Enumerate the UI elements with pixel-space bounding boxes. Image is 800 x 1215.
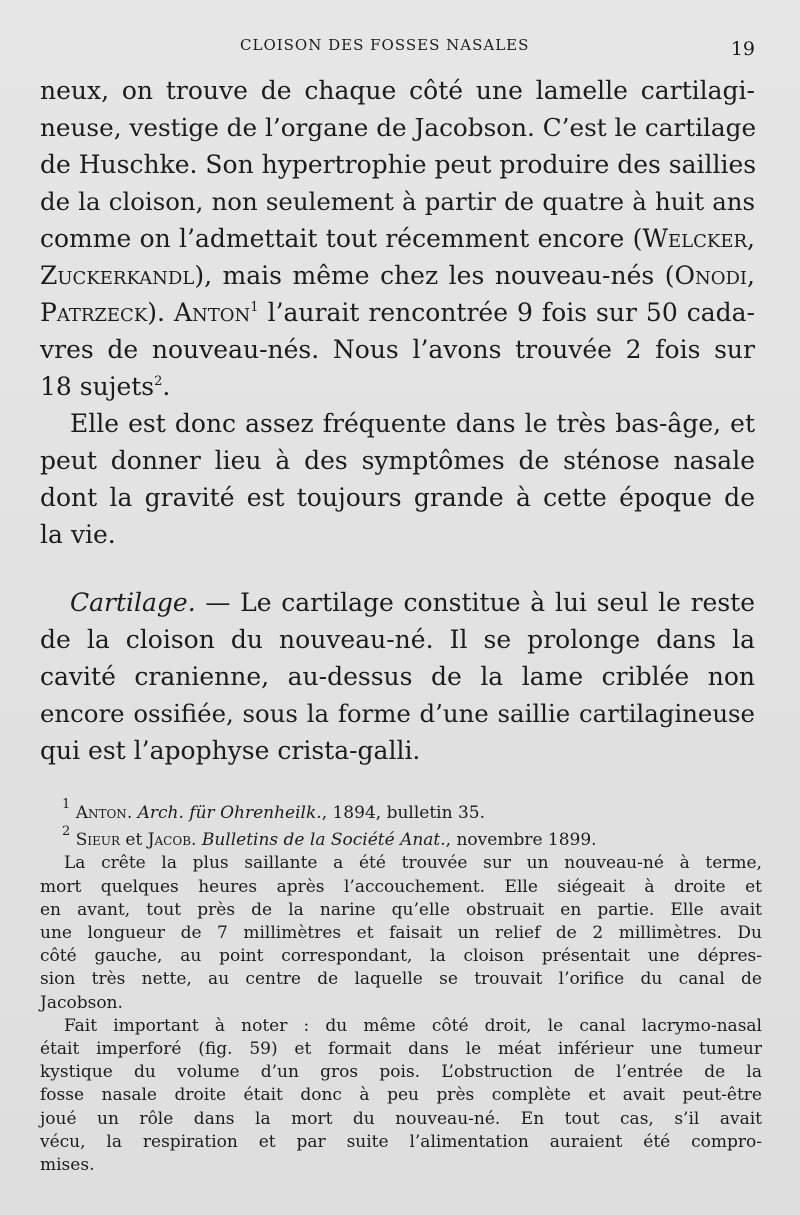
footnote-line: mort quelques heures après l’accouchement. Elle siégeait à droite et (40, 876, 762, 897)
text-line: cavité cranienne, au-dessus de la lame criblée non (40, 662, 755, 691)
text-line: Elle est donc assez fréquente dans le très bas-âge, et (70, 409, 755, 438)
footnote-line: Jacobson. (40, 992, 123, 1013)
page-header (40, 36, 755, 60)
text-line: neux, on trouve de chaque côté une lamelle cartilagi- (40, 76, 755, 105)
text-line: Zuckerkandl), mais même chez les nouveau-nés (Onodi, (40, 261, 755, 290)
footnote-line: fosse nasale droite était donc à peu près complète et avait peut-être (40, 1085, 762, 1106)
paragraph-2 (40, 405, 755, 553)
footnote-1: $^1$ Anton. Arch. für Ohrenheilk., 1894, bulletin 35. (62, 797, 485, 823)
paragraph-3 (40, 584, 755, 769)
text-line: vres de nouveau-nés. Nous l’avons trouvée 2 fois sur (40, 335, 755, 364)
footnote-line: joué un rôle dans la mort du nouveau-né. En tout cas, s’il avait (40, 1108, 762, 1129)
author-name: Jacob (147, 830, 192, 851)
text-line: comme on l’admettait tout récemment encore (Welcker, (40, 224, 755, 253)
author-name: Welcker, (642, 224, 755, 253)
author-name: Anton (173, 298, 251, 327)
main-text (40, 72, 755, 553)
text-line: Cartilage. — Le cartilage constitue à lui seul le reste (70, 588, 755, 617)
paragraph-1 (40, 72, 755, 405)
footnote-line: côté gauche, au point correspondant, la cloison présentait une dépres- (40, 946, 762, 967)
text-line: dont la gravité est toujours grande à cette époque de (40, 483, 755, 512)
footnotes (40, 797, 762, 1177)
footnote-line: en avant, tout près de la narine qu’elle obstruait en partie. Elle avait (40, 899, 762, 920)
text-line: la vie. (40, 520, 116, 549)
footnote-line: La crête la plus saillante a été trouvée sur un nouveau-né à terme, (64, 853, 762, 874)
footnote-line: était imperforé (fig. 59) et formait dans le méat inférieur une tumeur (40, 1039, 762, 1060)
footnote-ref-1: 1 (250, 300, 259, 315)
text-line: encore ossifiée, sous la forme d’une saillie cartilagineuse (40, 699, 755, 728)
text-line: de Huschke. Son hypertrophie peut produire des saillies (40, 150, 757, 179)
footnote-line: vécu, la respiration et par suite l’alimentation auraient été compro- (40, 1131, 762, 1152)
text-line: 18 sujets$^2$. (40, 372, 171, 401)
text-line: de la cloison du nouveau-né. Il se prolonge dans la (40, 625, 755, 654)
footnote-line: une longueur de 7 millimètres et faisait un relief de 2 millimètres. Du (40, 923, 762, 944)
text-line: qui est l’apophyse crista-galli. (40, 736, 421, 765)
footnote-line: mises. (40, 1155, 95, 1176)
author-name: Onodi, (674, 261, 755, 290)
author-name: Patrzeck (40, 298, 148, 327)
journal-title: Arch. für Ohrenheilk. (137, 803, 322, 823)
footnote-mark: 2 (62, 824, 71, 840)
text-line: peut donner lieu à des symptômes de sténose nasale (40, 446, 755, 475)
footnote-2: $^2$ Sieur et Jacob. Bulletins de la Société Anat., novembre 1899. (62, 824, 597, 851)
section-heading: Cartilage. (70, 588, 196, 617)
footnote-line: kystique du volume d’un gros pois. L’obstruction de l’entrée de la (40, 1062, 762, 1083)
author-name: Sieur (75, 830, 120, 851)
footnote-line: Fait important à noter : du même côté droit, le canal lacrymo-nasal (64, 1015, 762, 1036)
journal-title: Bulletins de la Société Anat. (201, 830, 446, 851)
footnote-ref-2: 2 (154, 374, 163, 389)
text-line: Patrzeck). Anton$^1$ l’aurait rencontrée 9 fois sur 50 cada- (40, 298, 755, 327)
running-title: CLOISON DES FOSSES NASALES (240, 36, 530, 54)
text-line: de la cloison, non seulement à partir de quatre à huit ans (40, 187, 755, 216)
text-line: neuse, vestige de l’organe de Jacobson. C’est le cartilage (40, 113, 757, 142)
author-name: Anton (75, 803, 127, 823)
author-name: Zuckerkandl (40, 261, 195, 290)
footnote-line: sion très nette, au centre de laquelle se trouvait l’orifice du canal de (40, 969, 762, 990)
page-number: 19 (730, 38, 755, 60)
footnote-mark: 1 (62, 797, 71, 812)
